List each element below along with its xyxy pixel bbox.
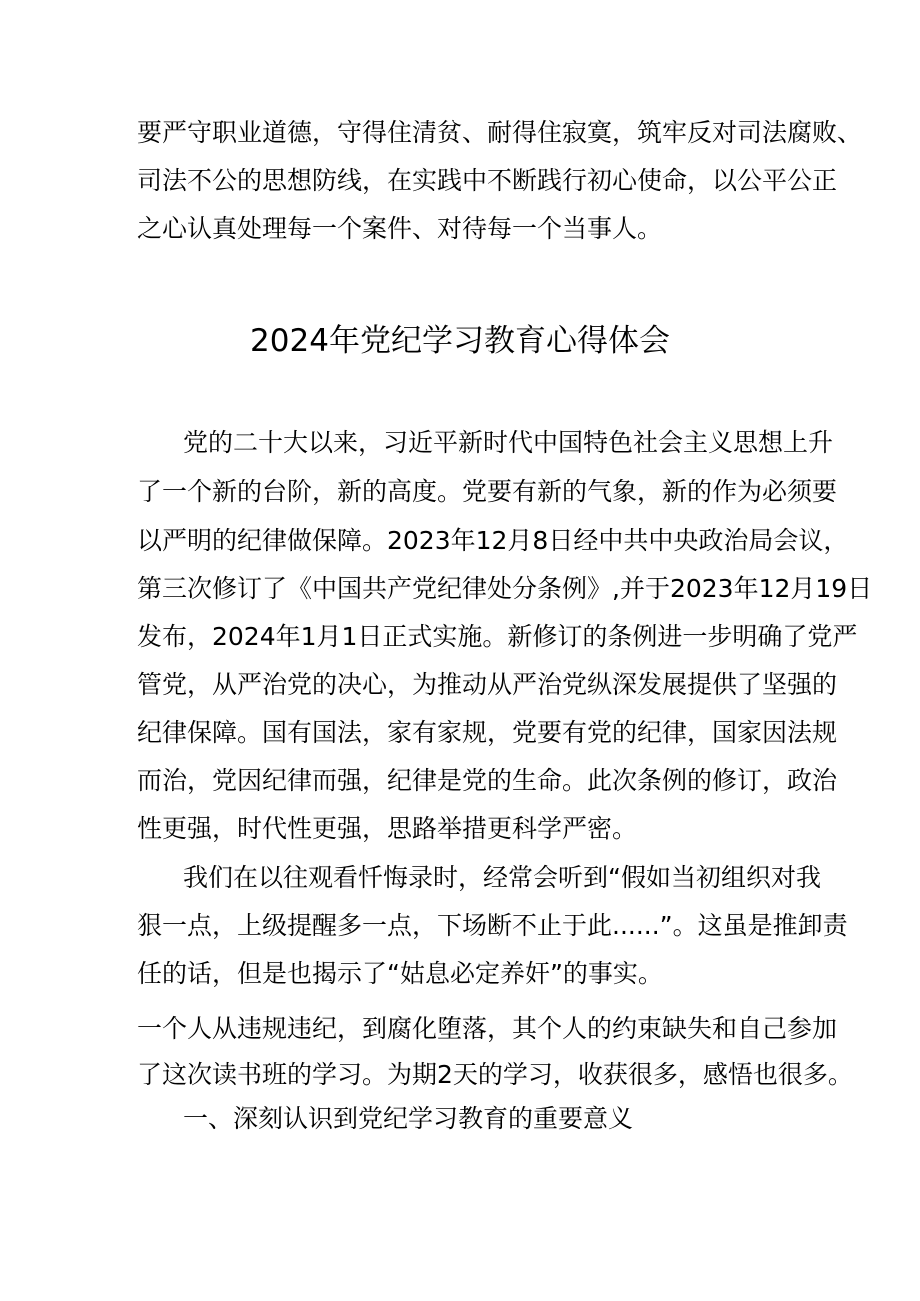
paragraph3-line-2: 了这次读书班的学习。为期2天的学习，收获很多，感悟也很多。 [137, 1060, 853, 1089]
document-title: 2024年党纪学习教育心得体会 [250, 323, 670, 359]
paragraph1-line-8: 而治，党因纪律而强，纪律是党的生命。此次条例的修订，政治 [137, 766, 838, 795]
paragraph2-line-1: 我们在以往观看忏悔录时，经常会听到“假如当初组织对我 [183, 863, 821, 892]
continuation-line-3: 之心认真处理每一个案件、对待每一个当事人。 [137, 214, 663, 243]
paragraph1-line-4: 第三次修订了《中国共产党纪律处分条例》,并于2023年12月19日 [137, 574, 873, 603]
paragraph1-line-9: 性更强，时代性更强，思路举措更科学严密。 [137, 814, 638, 843]
paragraph3-line-1: 一个人从违规违纪，到腐化堕落，其个人的约束缺失和自己参加 [137, 1014, 838, 1043]
continuation-line-2: 司法不公的思想防线，在实践中不断践行初心使命，以公平公正 [137, 166, 838, 195]
paragraph1-line-3: 以严明的纪律做保障。2023年12月8日经中共中央政治局会议， [137, 526, 849, 555]
paragraph1-line-6: 管党，从严治党的决心，为推动从严治党纵深发展提供了坚强的 [137, 670, 838, 699]
paragraph1-line-7: 纪律保障。国有国法，家有家规，党要有党的纪律，国家因法规 [137, 718, 838, 747]
paragraph2-line-2: 狠一点，上级提醒多一点，下场断不止于此......”。这虽是推卸责 [137, 911, 848, 940]
paragraph1-line-5: 发布，2024年1月1日正式实施。新修订的条例进一步明确了党严 [137, 622, 858, 651]
section-heading-1: 一、深刻认识到党纪学习教育的重要意义 [183, 1104, 634, 1133]
continuation-line-1: 要严守职业道德，守得住清贫、耐得住寂寞，筑牢反对司法腐败、 [137, 118, 863, 147]
paragraph2-line-3: 任的话，但是也揭示了“姑息必定养奸”的事实。 [137, 959, 663, 988]
paragraph1-line-2: 了一个新的台阶，新的高度。党要有新的气象，新的作为必须要 [137, 477, 838, 506]
paragraph1-line-1: 党的二十大以来，习近平新时代中国特色社会主义思想上升 [183, 428, 834, 457]
